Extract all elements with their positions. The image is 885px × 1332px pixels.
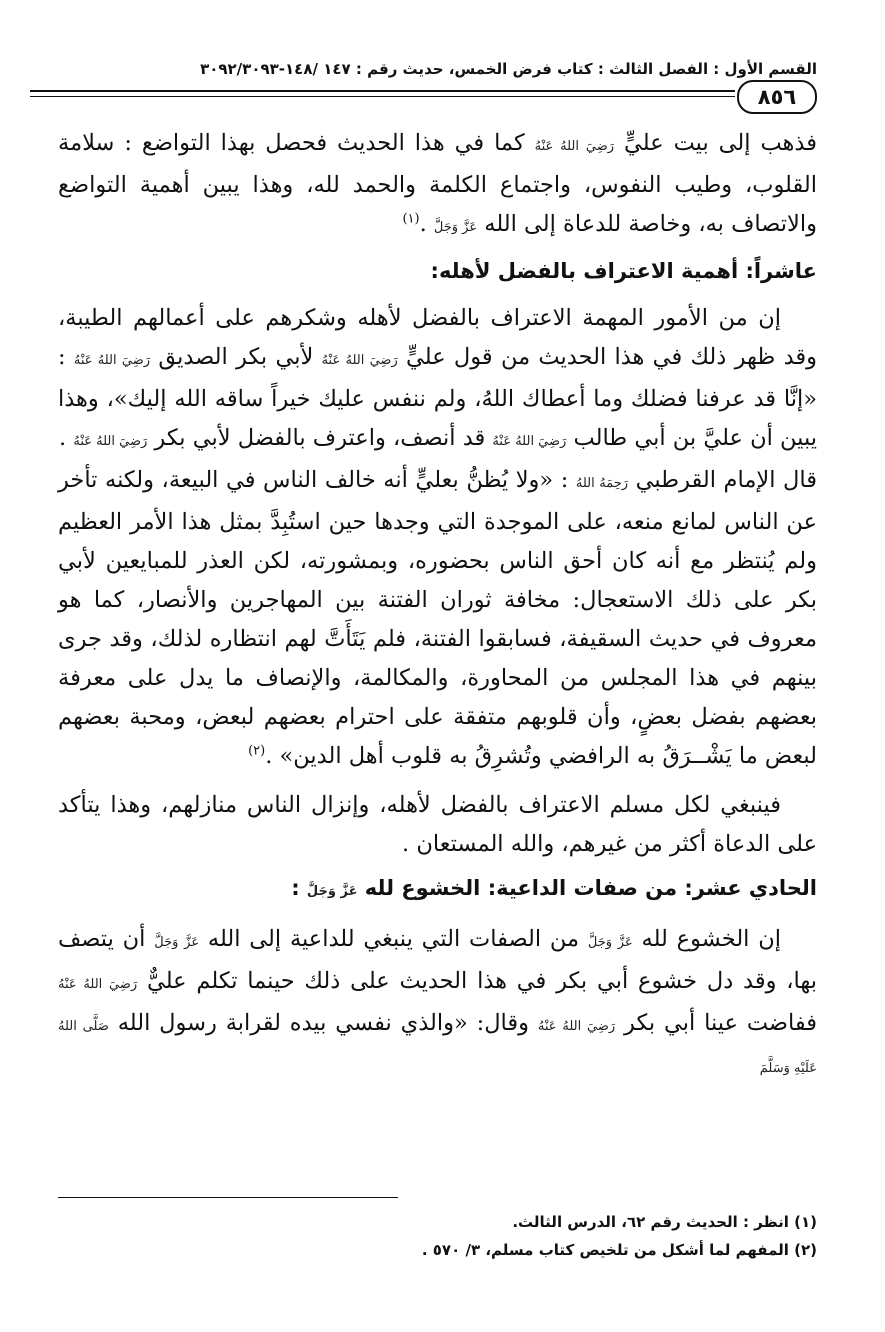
header-rule bbox=[30, 90, 735, 92]
text-run: قد أنصف، واعترف بالفضل لأبي بكر bbox=[147, 425, 493, 451]
section-heading-10: عاشراً: أهمية الاعتراف بالفضل لأهله: bbox=[430, 259, 817, 283]
honorific-glyph: صَلَّى اللهُ عَلَيْهِ وَسَلَّمَ bbox=[58, 1019, 817, 1076]
text-run: كما في هذا الحديث فحصل بهذا التواضع : سلامة القلوب، وطيب النفوس، واجتماع الكلمة والحمد لله، وهذا يبين أهمية التواضع والاتصاف به، وخاصة للدعاة إلى الله bbox=[58, 130, 817, 237]
honorific-glyph: رَضِيَ اللهُ عَنْهُ bbox=[534, 139, 615, 154]
running-header: القسم الأول : الفصل الثالث : كتاب فرض الخمس، حديث رقم : ١٤٧ /١٤٨-٣٠٩٢/٣٠٩٣ bbox=[200, 60, 817, 78]
footnotes bbox=[58, 1208, 817, 1264]
honorific-glyph: رَضِيَ اللهُ عَنْهُ bbox=[537, 1019, 616, 1034]
heading-text: الحادي عشر: من صفات الداعية: الخشوع لله bbox=[357, 876, 817, 900]
text-run: إن من الأمور المهمة الاعتراف بالفضل لأهله وشكرهم على أعمالهم الطيبة، وقد ظهر ذلك في هذا الحديث من قول عليٍّ bbox=[58, 305, 817, 370]
main-text bbox=[58, 124, 817, 1088]
honorific-glyph: رَضِيَ اللهُ عَنْهُ bbox=[321, 353, 398, 368]
honorific-glyph: رَضِيَ اللهُ عَنْهُ bbox=[73, 434, 148, 449]
honorific-glyph: رَضِيَ اللهُ عَنْهُ bbox=[58, 977, 138, 992]
text-run: : «ولا يُظنُّ بعليٍّ أنه خالف الناس في البيعة، ولكنه تأخر عن الناس لمانع منعه، على الموجدة التي وجدها حين استُبِدَّ بمثل هذا الأمر العظيم ولم يُنتظر مع أنه كان أحق الناس بحضوره، وبمشورته، لكن العذر للمبايعين لأبي بكر على ذلك الاستعجال: مخافة ثوران الفتنة بين المهاجرين والأنصار، كما هو معروف في حديث السقيفة، فسابقوا الفتنة، فلم يَتَأَتَّ لهم انتظاره لذلك، وقد جرى بينهم في هذا المجلس من المحاورة، والمكالمة، والإنصاف ما يدل على معرفة بعضهم بفضل بعضٍ، وأن قلوبهم متفقة على احترام بعضهم لبعض، ومحبة بعضهم لبعض ما يَشْــرَقُ به الرافضي وتُشرِقُ به قلوب أهل الدين» . bbox=[58, 467, 817, 769]
text-run: فذهب إلى بيت عليٍّ bbox=[614, 130, 817, 156]
honorific-glyph: عَزَّ وَجَلَّ bbox=[587, 935, 633, 950]
paragraph-5 bbox=[58, 786, 817, 864]
honorific-glyph: رَحِمَهُ اللهُ bbox=[575, 476, 629, 491]
text-run: . bbox=[59, 425, 74, 451]
paragraph-7 bbox=[58, 920, 817, 1088]
honorific-glyph: عَزَّ وَجَلَّ bbox=[154, 935, 200, 950]
honorific-glyph: رَضِيَ اللهُ عَنْهُ bbox=[73, 353, 151, 368]
text-run: . bbox=[419, 211, 434, 237]
text-run: أن يتصف بها، وقد دل خشوع أبي بكر في هذا الحديث على ذلك حينما تكلم عليٌّ bbox=[58, 926, 817, 994]
footnote-separator bbox=[58, 1197, 398, 1198]
text-run: : «إنَّا قد عرفنا فضلك وما أعطاك اللهُ، ولم ننفس عليك خيراً ساقه الله إليك»، وهذا يبين أن عليَّ بن أبي طالب bbox=[58, 344, 817, 451]
section-heading-11 bbox=[58, 874, 817, 906]
text-run: إن الخشوع لله bbox=[632, 926, 781, 952]
text-run: فينبغي لكل مسلم الاعتراف بالفضل لأهله، وإنزال الناس منازلهم، وهذا يتأكد على الدعاة أكثر من غيرهم، والله المستعان . bbox=[58, 792, 817, 857]
text-run: لأبي بكر الصديق bbox=[150, 344, 322, 370]
quote-paragraph bbox=[58, 461, 817, 776]
heading-end: : bbox=[291, 876, 307, 900]
footnote-ref: (١) bbox=[402, 211, 420, 227]
text-run: وقال: «والذي نفسي بيده لقرابة رسول الله bbox=[108, 1010, 538, 1036]
paragraph-1 bbox=[58, 124, 817, 247]
page-number: ٨٥٦ bbox=[737, 80, 817, 114]
text-run: قال الإمام القرطبي bbox=[628, 467, 817, 493]
footnote-ref: (٢) bbox=[248, 743, 266, 759]
honorific-glyph: رَضِيَ اللهُ عَنْهُ bbox=[492, 434, 567, 449]
honorific-glyph: عَزَّ وَجَلَّ bbox=[306, 884, 358, 899]
header-rule-thin bbox=[30, 96, 735, 97]
paragraph-3 bbox=[58, 299, 817, 461]
text-run: من الصفات التي ينبغي للداعية إلى الله bbox=[199, 926, 588, 952]
text-run: ففاضت عينا أبي بكر bbox=[615, 1010, 818, 1036]
honorific-glyph: عَزَّ وَجَلَّ bbox=[433, 220, 478, 235]
footnote-2: (٢) المفهم لما أشكل من تلخيص كتاب مسلم، ٣/ ٥٧٠ . bbox=[421, 1241, 817, 1259]
footnote-1: (١) انظر : الحديث رقم ٦٢، الدرس الثالث. bbox=[512, 1213, 817, 1231]
